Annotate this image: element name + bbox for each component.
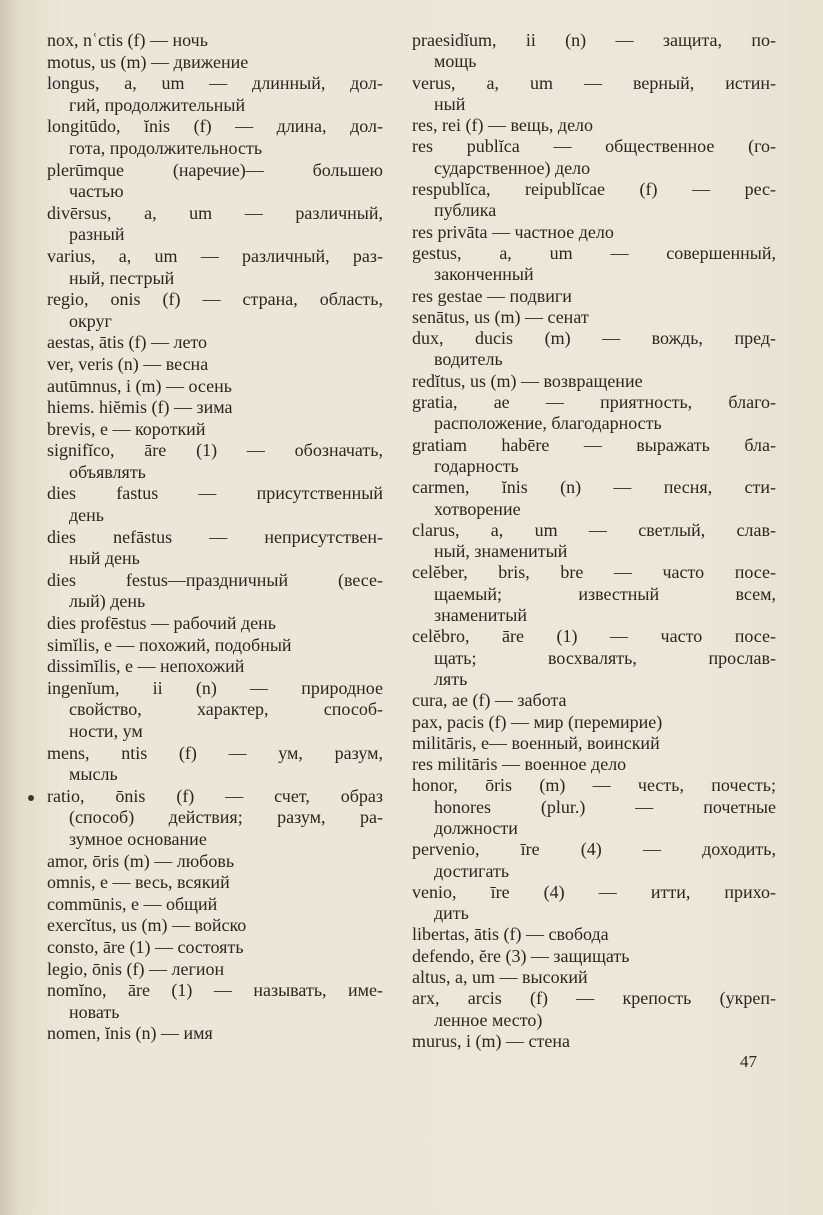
dictionary-entry: [47, 527, 383, 570]
entry-continuation-line: ный день: [69, 548, 140, 569]
entry-headword-line: dies fastus — присутственный: [47, 483, 383, 504]
dictionary-entry: [412, 73, 776, 116]
dictionary-entry: [47, 440, 383, 483]
entry-headword-line: militāris, e— военный, воинский: [412, 732, 660, 753]
entry-continuation-line: водитель: [434, 349, 503, 370]
entry-continuation-line: расположение, благодарность: [434, 413, 662, 434]
entry-headword-line: autūmnus, i (m) — осень: [47, 375, 232, 396]
entry-continuation-line: округ: [69, 310, 112, 331]
entry-headword-line: libertas, ātis (f) — свобода: [412, 924, 609, 945]
entry-headword-line: venio, īre (4) — итти, прихо-: [412, 881, 776, 902]
entry-headword-line: cura, ae (f) — забота: [412, 690, 567, 711]
entry-headword-line: pax, pacis (f) — мир (перемирие): [412, 711, 663, 732]
dictionary-entry: [47, 678, 383, 743]
entry-continuation-line: зумное основание: [69, 828, 207, 849]
dictionary-entry: [412, 775, 776, 839]
dictionary-entry: [412, 30, 776, 73]
entry-continuation-line: день: [69, 505, 104, 526]
entry-headword-line: honor, ōris (m) — честь, почесть;: [412, 775, 776, 796]
entry-headword-line: dies nefāstus — неприсутствен-: [47, 526, 383, 547]
dictionary-entry: [412, 477, 776, 520]
dictionary-entry: [412, 520, 776, 563]
entry-continuation-line: дить: [434, 903, 469, 924]
entry-headword-line: ver, veris (n) — весна: [47, 353, 209, 374]
dictionary-entry: [412, 924, 776, 945]
dictionary-entry: [412, 392, 776, 435]
dictionary-entry: [412, 435, 776, 478]
dictionary-entry: [47, 397, 383, 419]
dictionary-entry: [47, 570, 383, 613]
entry-headword-line: brevis, e — короткий: [47, 418, 206, 439]
entry-continuation-line: honores (plur.) — почетные: [434, 796, 776, 817]
entry-headword-line: exercĭtus, us (m) — войско: [47, 915, 247, 936]
entry-headword-line: signifĭco, āre (1) — обозначать,: [47, 440, 383, 461]
entry-continuation-line: публика: [434, 200, 497, 221]
entry-headword-line: dies profēstus — рабочий день: [47, 613, 276, 634]
entry-headword-line: dissimĭlis, e — непохожий: [47, 656, 245, 677]
dictionary-entry: [412, 712, 776, 733]
page-number: 47: [740, 1052, 757, 1071]
entry-continuation-line: гий, продолжительный: [69, 94, 246, 115]
entry-continuation-line: лять: [434, 668, 468, 689]
entry-headword-line: legio, ōnis (f) — легион: [47, 958, 225, 979]
dictionary-entry: [47, 613, 383, 635]
dictionary-entry: [412, 371, 776, 392]
entry-headword-line: nomĭno, āre (1) — называть, име-: [47, 980, 383, 1001]
dictionary-entry: [47, 203, 383, 246]
entry-continuation-line: гота, продолжительность: [69, 137, 263, 158]
entry-headword-line: clarus, a, um — светлый, слав-: [412, 519, 776, 540]
dictionary-entry: [412, 328, 776, 371]
entry-headword-line: aestas, ātis (f) — лето: [47, 332, 208, 353]
entry-continuation-line: щать; восхвалять, прослав-: [434, 647, 776, 668]
dictionary-entry: [47, 289, 383, 332]
entry-headword-line: dux, ducis (m) — вождь, пред-: [412, 328, 776, 349]
entry-headword-line: longitūdo, ĭnis (f) — длина, дол-: [47, 116, 383, 137]
margin-mark: [28, 795, 34, 801]
dictionary-entry: [412, 562, 776, 626]
entry-continuation-line: объявлять: [69, 461, 146, 482]
dictionary-entry: [47, 246, 383, 289]
dictionary-entry: [47, 52, 383, 74]
dictionary-entry: [47, 1023, 383, 1045]
entry-headword-line: mens, ntis (f) — ум, разум,: [47, 742, 383, 763]
dictionary-entry: [47, 851, 383, 873]
entry-headword-line: carmen, ĭnis (n) — песня, сти-: [412, 477, 776, 498]
dictionary-entry: [47, 980, 383, 1023]
entry-headword-line: redĭtus, us (m) — возвращение: [412, 370, 643, 391]
entry-headword-line: nox, nʿctis (f) — ночь: [47, 30, 208, 50]
entry-headword-line: arx, arcis (f) — крепость (укреп-: [412, 988, 776, 1009]
dictionary-entry: [47, 635, 383, 657]
right-column: [412, 30, 776, 1052]
entry-continuation-line: годарность: [434, 455, 519, 476]
dictionary-entry: [47, 786, 383, 851]
dictionary-entry: [412, 1031, 776, 1052]
entry-headword-line: commūnis, e — общий: [47, 893, 218, 914]
entry-continuation-line: законченный: [434, 264, 534, 285]
dictionary-entry: [412, 690, 776, 711]
dictionary-entry: [47, 483, 383, 526]
dictionary-entry: [412, 626, 776, 690]
dictionary-entry: [412, 136, 776, 179]
entry-continuation-line: хотворение: [434, 498, 521, 519]
entry-headword-line: divērsus, a, um — различный,: [47, 202, 383, 223]
entry-headword-line: murus, i (m) — стена: [412, 1030, 570, 1051]
entry-headword-line: gestus, a, um — совершенный,: [412, 242, 776, 263]
dictionary-entry: [47, 656, 383, 678]
dictionary-entry: [47, 959, 383, 981]
dictionary-entry: [47, 332, 383, 354]
entry-continuation-line: разный: [69, 224, 125, 245]
entry-headword-line: verus, a, um — верный, истин-: [412, 72, 776, 93]
entry-continuation-line: ности, ум: [69, 721, 143, 741]
entry-headword-line: altus, a, um — высокий: [412, 967, 588, 988]
entry-continuation-line: лый) день: [69, 591, 146, 612]
entry-headword-line: plerūmque (наречие)— большею: [47, 159, 383, 180]
entry-headword-line: simĭlis, e — похожий, подобный: [47, 634, 292, 655]
dictionary-entry: [47, 915, 383, 937]
dictionary-entry: [412, 286, 776, 307]
entry-headword-line: amor, ōris (m) — любовь: [47, 850, 235, 871]
entry-headword-line: gratia, ae — приятность, благо-: [412, 392, 776, 413]
dictionary-entry: [47, 894, 383, 916]
entry-headword-line: senātus, us (m) — сенат: [412, 306, 589, 327]
entry-continuation-line: новать: [69, 1001, 120, 1022]
dictionary-entry: [47, 354, 383, 376]
dictionary-entry: [47, 160, 383, 203]
entry-headword-line: consto, āre (1) — состоять: [47, 936, 244, 957]
entry-continuation-line: достигать: [434, 860, 510, 881]
dictionary-entry: [412, 967, 776, 988]
dictionary-entry: [47, 419, 383, 441]
dictionary-entry: [412, 839, 776, 882]
entry-headword-line: res gestae — подвиги: [412, 285, 572, 306]
entry-headword-line: defendo, ĕre (3) — защищать: [412, 945, 630, 966]
dictionary-entry: [412, 222, 776, 243]
entry-headword-line: ingenĭum, ii (n) — природное: [47, 677, 383, 698]
entry-headword-line: res militāris — военное дело: [412, 754, 627, 775]
entry-continuation-line: частью: [69, 181, 124, 202]
entry-headword-line: praesidĭum, ii (n) — защита, по-: [412, 30, 776, 50]
dictionary-entry: [47, 937, 383, 959]
entry-headword-line: hiems. hiĕmis (f) — зима: [47, 397, 233, 418]
entry-continuation-line: сударственное) дело: [434, 157, 591, 178]
entry-headword-line: dies festus—праздничный (весе-: [47, 569, 383, 590]
dictionary-entry: [47, 376, 383, 398]
dictionary-entry: [47, 872, 383, 894]
entry-continuation-line: (способ) действия; разум, ра-: [69, 807, 383, 828]
dictionary-entry: [47, 116, 383, 159]
entry-headword-line: varius, a, um — различный, раз-: [47, 245, 383, 266]
entry-continuation-line: свойство, характер, способ-: [69, 699, 383, 720]
entry-headword-line: res publĭca — общественное (го-: [412, 136, 776, 157]
entry-headword-line: regio, onis (f) — страна, область,: [47, 289, 383, 310]
entry-headword-line: respublĭca, reipublĭcae (f) — рес-: [412, 179, 776, 200]
entry-headword-line: celĕber, bris, bre — часто посе-: [412, 562, 776, 583]
entry-headword-line: res, rei (f) — вещь, дело: [412, 115, 594, 136]
entry-headword-line: nomen, ĭnis (n) — имя: [47, 1023, 213, 1044]
entry-continuation-line: мысль: [69, 764, 118, 785]
entry-continuation-line: мощь: [434, 51, 477, 72]
dictionary-entry: [412, 882, 776, 925]
entry-continuation-line: ный, пестрый: [69, 267, 175, 288]
entry-continuation-line: ный: [434, 93, 466, 114]
dictionary-entry: [47, 30, 383, 52]
dictionary-entry: [412, 946, 776, 967]
dictionary-entry: [412, 988, 776, 1031]
entry-continuation-line: знаменитый: [434, 605, 527, 626]
entry-headword-line: pervenio, īre (4) — доходить,: [412, 839, 776, 860]
dictionary-entry: [412, 115, 776, 136]
entry-headword-line: ratio, ōnis (f) — счет, образ: [47, 785, 383, 806]
entry-headword-line: longus, a, um — длинный, дол-: [47, 73, 383, 94]
entry-continuation-line: должности: [434, 817, 518, 838]
entry-headword-line: celĕbro, āre (1) — часто посе-: [412, 626, 776, 647]
entry-continuation-line: ный, знаменитый: [434, 541, 568, 562]
entry-continuation-line: щаемый; известный всем,: [434, 583, 776, 604]
dictionary-entry: [412, 754, 776, 775]
dictionary-entry: [412, 733, 776, 754]
dictionary-entry: [412, 307, 776, 328]
entry-headword-line: omnis, e — весь, всякий: [47, 872, 230, 893]
dictionary-entry: [412, 243, 776, 286]
entry-headword-line: res privāta — частное дело: [412, 221, 614, 242]
dictionary-entry: [47, 743, 383, 786]
entry-continuation-line: ленное место): [434, 1009, 543, 1030]
dictionary-entry: [412, 179, 776, 222]
entry-headword-line: motus, us (m) — движение: [47, 51, 249, 72]
dictionary-entry: [47, 73, 383, 116]
left-column: [47, 30, 383, 1045]
entry-headword-line: gratiam habēre — выражать бла-: [412, 434, 776, 455]
